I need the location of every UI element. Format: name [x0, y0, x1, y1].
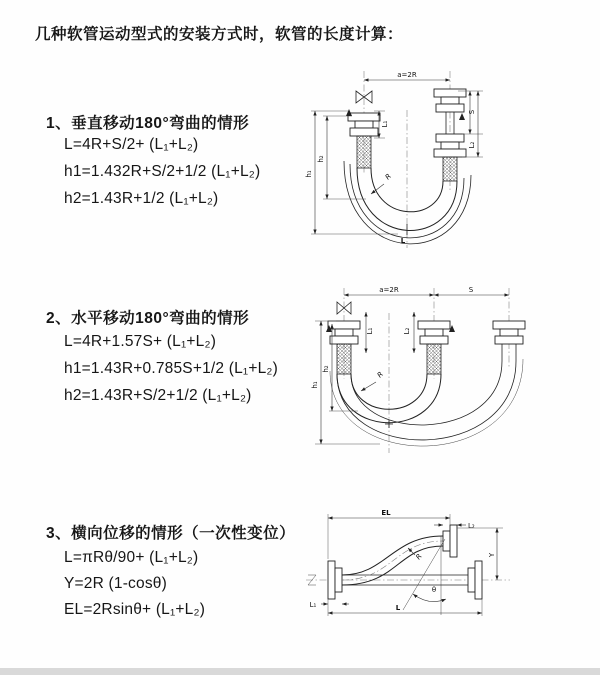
dim-l — [328, 599, 482, 616]
right-lower-flange — [434, 134, 466, 157]
dim-label-l2: L₂ — [468, 141, 476, 149]
dim-label-h2: h₂ — [317, 155, 325, 163]
section-2-heading: 2、水平移动180°弯曲的情形 — [46, 310, 250, 327]
dim-label-el: EL — [381, 509, 391, 517]
footer-bar — [0, 668, 600, 675]
center-lines — [364, 71, 450, 248]
dim-label-theta: θ — [431, 586, 437, 594]
section-1-formula-L: L=4R+S/2+ (L₁+L₂) — [64, 136, 199, 153]
braided-hose-right — [443, 157, 457, 181]
theta-construction — [403, 536, 446, 615]
hose-u-bends — [330, 359, 523, 446]
dim-s — [434, 286, 509, 295]
dim-label-l-total: L — [395, 604, 401, 612]
dim-label-l1: L₁ — [309, 601, 317, 609]
dim-l2 — [403, 312, 414, 353]
section-1-heading: 1、垂直移动180°弯曲的情形 — [46, 115, 250, 132]
dim-a2r — [364, 71, 450, 80]
dim-label-l1: L₁ — [381, 120, 389, 128]
section-1-formula-h1: h1=1.432R+S/2+1/2 (L₁+L₂) — [64, 163, 261, 180]
left-flange — [328, 561, 342, 599]
dim-label-l2: L₂ — [403, 327, 411, 335]
middle-flange — [418, 321, 450, 344]
dim-el — [328, 509, 450, 562]
dim-label-r: R — [414, 552, 424, 562]
dim-label-l-total: L — [400, 237, 406, 245]
braided-hose-left — [357, 136, 371, 168]
section-3-formula-Y: Y=2R (1-cosθ) — [64, 575, 167, 592]
section-3-formula-EL: EL=2Rsinθ+ (L₁+L₂) — [64, 601, 206, 618]
dim-l1 — [366, 312, 374, 353]
dim-label-y: Y — [488, 552, 496, 558]
dim-label-l2: L₂ — [468, 522, 475, 530]
section-2-formula-h2: h2=1.43R+S/2+1/2 (L₁+L₂) — [64, 387, 252, 404]
diagram-lateral-displacement — [298, 503, 600, 648]
dim-label-h2: h₂ — [322, 365, 330, 373]
dim-label-l1: L₁ — [366, 327, 374, 335]
dim-label-s: S — [468, 109, 476, 115]
dim-label-a2r: a=2R — [397, 71, 417, 79]
diagram-vertical-180-bend — [300, 64, 592, 252]
section-1-formula-h2: h2=1.43R+1/2 (L₁+L₂) — [64, 190, 219, 207]
dim-label-r: R — [383, 172, 393, 182]
right-top-flange — [434, 89, 466, 112]
section-2-formula-L: L=4R+1.57S+ (L₁+L₂) — [64, 333, 217, 350]
dim-s-l2 — [458, 91, 483, 157]
dim-label-h1: h₁ — [311, 381, 319, 389]
dim-label-a2r: a=2R — [379, 286, 399, 294]
right-flange — [468, 561, 482, 599]
s-curve-hose — [342, 536, 443, 585]
section-3-formula-L: L=πRθ/90+ (L₁+L₂) — [64, 549, 199, 566]
right-flange — [493, 321, 525, 344]
braided-hose-left — [337, 344, 351, 374]
dim-l1 — [310, 601, 349, 609]
diagram-horizontal-180-bend — [300, 281, 600, 459]
section-3-heading: 3、横向位移的情形（一次性变位） — [46, 525, 296, 542]
left-flange — [328, 321, 360, 344]
page-title: 几种软管运动型式的安装方式时，软管的长度计算： — [35, 26, 404, 43]
dim-label-h1: h₁ — [305, 170, 313, 178]
radius-callout — [371, 172, 393, 194]
radius-callout — [361, 370, 385, 391]
braided-hose-middle — [427, 344, 441, 374]
upper-flange-displaced — [443, 525, 457, 557]
center-lines — [344, 288, 509, 453]
dim-a2r — [344, 286, 434, 295]
dim-label-s: S — [468, 286, 474, 294]
section-2-formula-h1: h1=1.43R+0.785S+1/2 (L₁+L₂) — [64, 360, 278, 377]
left-flange — [348, 113, 380, 136]
dim-label-r: R — [375, 370, 385, 380]
